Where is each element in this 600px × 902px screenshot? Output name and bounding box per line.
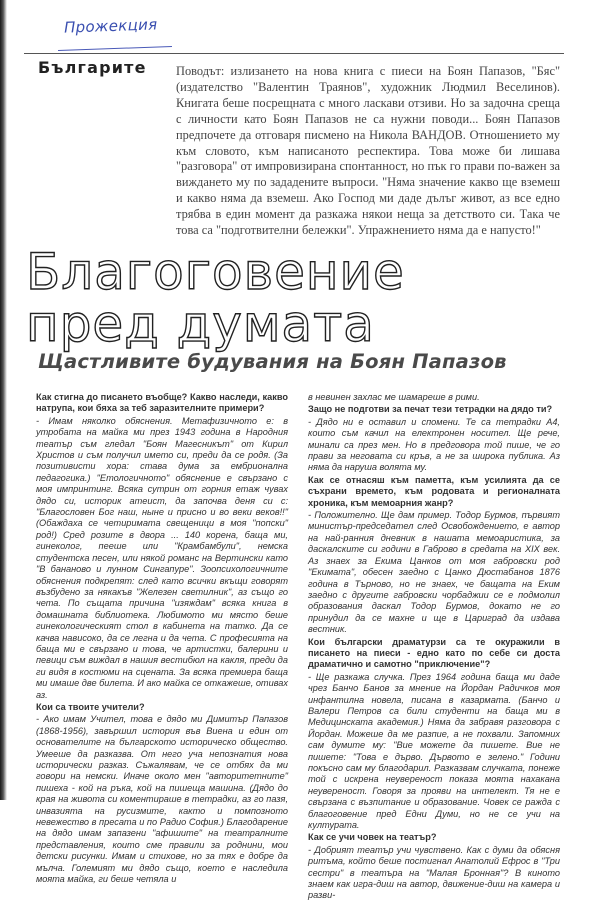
interview-answer: - Положително. Ще дам пример. Тодор Бурмов, първият министър-председател след Освобождението, е автор на най-ранния дневник в нашата мемоаристика, за даскалските си години в Габрово в средата на XIX век. Аз знаех за Екима Цанков от моя габровски род "Екимата", обесен заедно с Цанко Дюстабанов 1876 година в Търново, но не знаех, че бащата на Еким заедно с другите габровски чорбаджии се е подмолил образования даскал Тодор Бурмов, докато не го принудил да се махне и ще в Цариград да издава вестник. [308, 510, 560, 635]
article-subtitle: Щастливите будувания на Боян Папазов [38, 350, 507, 373]
column-left [36, 392, 288, 885]
interview-question: Как се отнасяш към паметта, към усилията да се съхрани времето, към родовата и регионалната хроника, към мемоарния жанр? [308, 474, 560, 508]
interview-answer: - Дядо ни е оставил и спомени. Те са тетрадки А4, които съм качил на електронен носител. Ще рече, минали са през мен. Но в предговора той пише, че го прави за неговата си кръв, а не за широка публика. Аз няма да наруша волята му. [308, 416, 560, 473]
scan-edge-shadow [0, 0, 7, 800]
section-label: Българите [38, 58, 147, 77]
interview-question: Кои български драматурзи са те окуражили в писането на пиеси - едно като по себе си доста драматично и самотно "приключение"? [308, 636, 560, 670]
section-rule [24, 53, 564, 54]
interview-question: Кои са твоите учители? [36, 701, 145, 712]
interview-question: Защо не подготви за печат тези тетрадки на дядо ти? [308, 404, 553, 415]
interview-question: Как се учи човек на театър? [308, 832, 437, 843]
article-headline [26, 243, 586, 353]
column-right [308, 392, 560, 901]
intro-paragraph: Поводът: излизането на нова книга с пиеси на Боян Папазов, "Бяс" (издателство "Валентин Траянов", художник Людмил Веселинов). Книгата беше посрещната с много ласкави отзиви. Но за задочна среща с личности като Боян Папазов не са нужни поводи... Боян Папазов предпочете да отговаря писмено на Никола ВАНДОВ. Отношението му към словото, към написаното респектира. Това може би лишава "разговора" от импровизирана спонтанност, но пък го прави по-важен за виждането му по зададените въпроси. "Няма значение какво ще вземеш и какво няма да вземеш. Ако Господ ми даде дълъг живот, аз все едно трябва в един момент да разкажа някои неща за детството си. Така че това са "подготвителни бележки". Упражнението няма да е напусто!" [176, 64, 560, 238]
interview-answer: - Имам няколко обяснения. Метафизичното е: в утробата на майка ми през 1943 година в Народния театър съм гледал "Боян Магесникът" от Кирил Христов и съм получил името си, преди да се родя. (За позитивисти хора: става дума за ембрионална педагогика.) "Етологичното" обяснение е свързано с моя импринтинг. Всяка сутрин от горния етаж чувах дядо си, историк атеист, да започва деня си с: "Благословен Бог наш, ныне и присно и во веки веков!!" (Обаждаха се четиримата свещеници в моя "попски" род!) Сред розите в двора ... 140 корена, баща ми, гинеколог, пееше или "Крамбамбули", немска студентска песен, или някой романс на Вертински като "В бананово и лунном Сингапуре". Зоопсихологичните обяснения подкрепят: след като всички вкъщи говорят възбудено за някакъв "Железен светилник", аз също го чета. По същата причина "изяждам" всяка книга в домашната библиотека. Любимото ми място беше гинекологическият стол в кабинета на татко. Да се качва нависоко, да се легна и да чета. С професията на баща ми е свързано и това, че артистки, балерини и певици съм виждал в нашия вестибюл на какля, преди да ги видя в костюми на сцената. За всяка премиера баща ми имаше две билета. И ако майка се откажеше, отивах аз. [36, 415, 288, 700]
interview-answer: - Ще разкажа случка. През 1964 година баща ми даде чрез Банчо Банов за мнение на Йордан Радичков моя инфантилна новела, писана в казармата. (Банчо и Валери Петров са били студенти на баща ми в Медицинската академия.) Няма да забравя разговора с Йордан. Можеше да ме разпие, а не похвали. Запомних сам думите му: "Вие можете да пишете. Вие не пишете: "Това е дърво. Дървото е зелено." Години покъсно сам му благодарил. Разказвам случката, понеже той с искрена неувереност показа моята нахакана неувереност. Говоря за прояви на интелект. Тя не е свързана с възпитание и образование. Човек се ражда с благоговение пред Едни Думи, но не се учи на културата. [308, 671, 560, 831]
interview-answer: - Добрият театър учи чувствено. Как с думи да обясня ритъма, който беше постигнал Анатолий Ефрос в "Три сестри" в театъра на "Малая Бронная"? В киното знаем как игра-диш на автор, движение-диш на камера и разви- [308, 844, 560, 901]
interview-answer: - Ако имам Учител, това е дядо ми Димитър Папазов (1868-1956), завършил история във Виена и един от основателите на българското историческо общество. Умееше да разказва. От него уча непознатия нова исторически разказ. Съжалявам, че се отбях да ми говори на немски. Иначе около мен "авторитетните" пишеха - кой на ръка, кой на пишеща машина. (Дядо до края на живота си коментираше в тетрадки, аз го пазя, инвазията на русизмите, както и помпозното невежество в пресата и по Радио София.) Благодарение на дядо имам запазени "афишите" на театралните представления, които сме правили за роднини, мои детски рисунки. Имам и стихове, но за тях е добре да мълча. Големият ми дядо също, което е наследила моята майка, ги беше четяла и [36, 714, 288, 885]
interview-answer: в невинен захлас ме шамареше в рими. [308, 392, 480, 402]
interview-question: Как стигна до писането въобще? Какво наследи, какво натрупа, кои бяха за теб заразителните примери? [36, 392, 288, 414]
handwritten-note: Прожекция [63, 15, 158, 37]
headline-line-2: пред думата [26, 295, 375, 353]
headline-line-1: Благоговение [26, 243, 405, 301]
handwritten-underline [58, 46, 172, 51]
